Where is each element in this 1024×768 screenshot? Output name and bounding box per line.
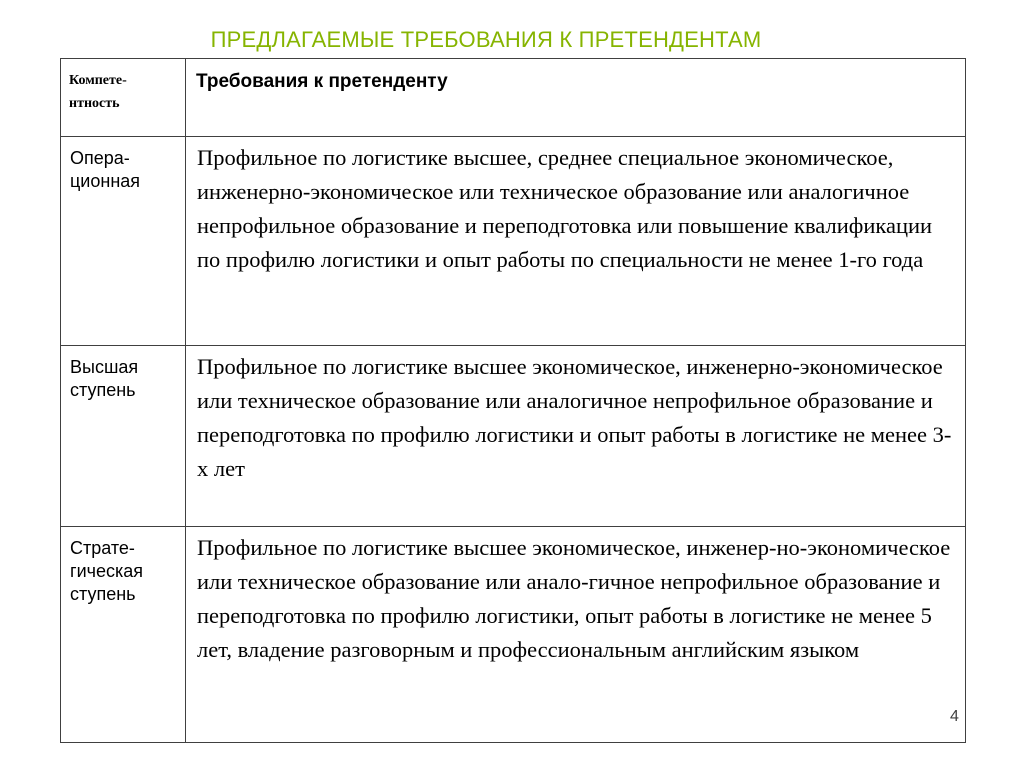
competence-line: ционная xyxy=(70,171,141,191)
competence-cell xyxy=(61,527,186,743)
competence-line: Опера- xyxy=(70,148,130,168)
table-header-row xyxy=(61,59,966,137)
competence-line: ступень xyxy=(70,584,136,604)
header-competence-line1: Компете- xyxy=(69,73,127,88)
requirement-cell: Профильное по логистике высшее, среднее специальное экономическое, инженерно-экономическое или техническое образование или аналогичное непрофильное образование и переподготовка или повышение квалификации по профилю логистики и опыт работы по специальности не менее 1-го года xyxy=(186,137,966,346)
slide-title: ПРЕДЛАГАЕМЫЕ ТРЕБОВАНИЯ К ПРЕТЕНДЕНТАМ xyxy=(210,27,762,52)
requirements-table xyxy=(60,58,966,743)
table-row xyxy=(61,137,966,346)
competence-cell xyxy=(61,346,186,527)
header-competence xyxy=(61,59,186,137)
competence-cell xyxy=(61,137,186,346)
table-row xyxy=(61,346,966,527)
requirement-cell: Профильное по логистике высшее экономическое, инженерно-экономическое или техническое образование или аналогичное непрофильное образование и переподготовка по профилю логистики и опыт работы в логистике не менее 3-х лет xyxy=(186,346,966,527)
competence-line: ступень xyxy=(70,380,136,400)
header-requirements: Требования к претенденту xyxy=(186,59,966,137)
competence-line: Страте- xyxy=(70,538,135,558)
requirement-cell: Профильное по логистике высшее экономическое, инженер-но-экономическое или техническое образование или анало-гичное непрофильное образование и переподготовка по профилю логистики, опыт работы в логистике не менее 5 лет, владение разговорным и профессиональным английским языком xyxy=(186,527,966,743)
competence-line: Высшая xyxy=(70,357,139,377)
header-competence-line2: нтность xyxy=(69,96,120,111)
page-number: 4 xyxy=(950,708,959,725)
competence-line: гическая xyxy=(70,561,144,581)
table-row xyxy=(61,527,966,743)
